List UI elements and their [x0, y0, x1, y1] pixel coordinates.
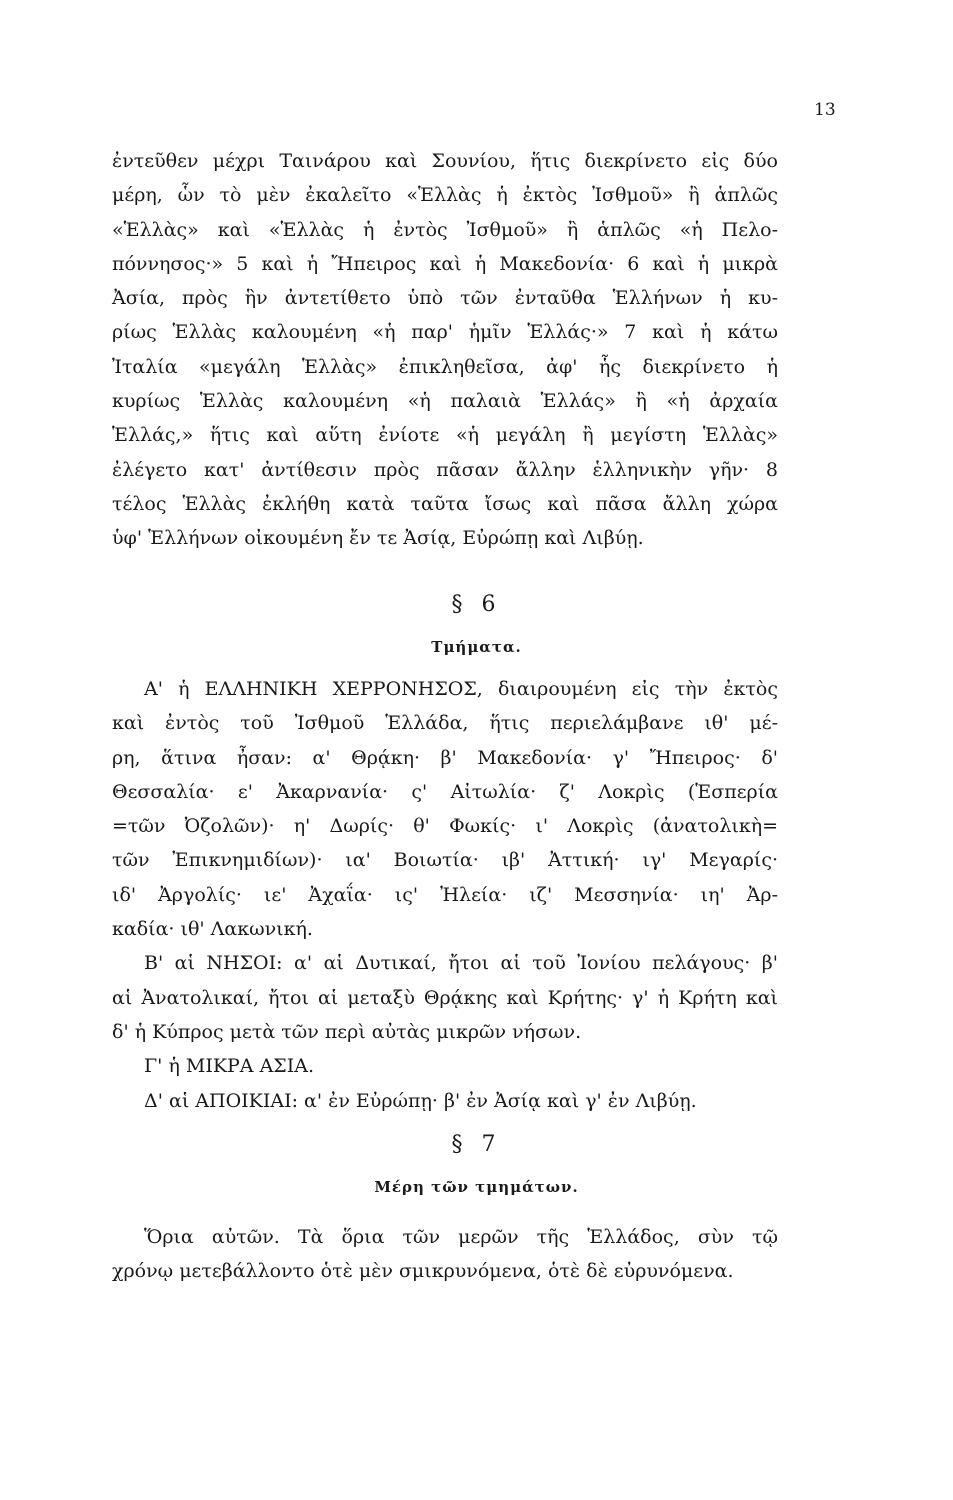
- text-line: κυρίως Ἑλλὰς καλουμένη «ἡ παλαιὰ Ἑλλάς» ἢ «ἡ ἀρχαία: [112, 390, 778, 413]
- text-line: Ὅρια αὐτῶν. Τὰ ὅρια τῶν μερῶν τῆς Ἑλλάδος, σὺν τῷ: [144, 1226, 778, 1248]
- text-line: Ἀσία, πρὸς ἣν ἀντετίθετο ὑπὸ τῶν ἐνταῦθα Ἑλλήνων ἡ κυ-: [112, 287, 778, 310]
- text-line: ρίως Ἑλλὰς καλουμένη «ἡ παρ' ἡμῖν Ἑλλάς·» 7 καὶ ἡ κάτω: [112, 321, 778, 344]
- text-line: =τῶν Ὀζολῶν)· η' Δωρίς· θ' Φωκίς· ι' Λοκρὶς (ἀνατολικὴ=: [112, 815, 778, 838]
- text-line: ὑφ' Ἑλλήνων οἰκουμένη ἔν τε Ἀσίᾳ, Εὐρώπῃ καὶ Λιβύῃ.: [112, 527, 644, 550]
- text-line: Β' αἱ ΝΗΣΟΙ: α' αἱ Δυτικαί, ἤτοι αἱ τοῦ Ἰονίου πελάγους· β': [144, 952, 778, 975]
- text-line: Γ' ἡ ΜΙΚΡΑ ΑΣΙΑ.: [144, 1055, 314, 1078]
- section-6-title: Τμήματα.: [431, 638, 522, 656]
- text-line: «Ἑλλὰς» καὶ «Ἑλλὰς ἡ ἐντὸς Ἰσθμοῦ» ἢ ἁπλῶς «ἡ Πελο-: [112, 218, 778, 241]
- text-line: Ἑλλάς,» ἥτις καὶ αὕτη ἐνίοτε «ἡ μεγάλη ἢ μεγίστη Ἑλλὰς»: [112, 424, 778, 447]
- text-line: καὶ ἐντὸς τοῦ Ἰσθμοῦ Ἑλλάδα, ἥτις περιελάμβανε ιθ' μέ-: [112, 712, 778, 735]
- text-line: Α' ἡ ΕΛΛΗΝΙΚΗ ΧΕΡΡΟΝΗΣΟΣ, διαιρουμένη εἰς τὴν ἐκτὸς: [144, 678, 778, 700]
- text-line: ἐντεῦθεν μέχρι Ταινάρου καὶ Σουνίου, ἥτις διεκρίνετο εἰς δύο: [112, 150, 778, 172]
- section-7-title: Μέρη τῶν τμημάτων.: [374, 1178, 579, 1196]
- text-line: τῶν Ἐπικνημιδίων)· ια' Βοιωτία· ιβ' Ἀττική· ιγ' Μεγαρίς·: [112, 849, 778, 872]
- text-line: τέλος Ἑλλὰς ἐκλήθη κατὰ ταῦτα ἴσως καὶ πᾶσα ἄλλη χώρα: [112, 492, 778, 515]
- paragraph-3: [112, 1220, 778, 1289]
- text-line: καδία· ιθ' Λακωνική.: [112, 918, 313, 941]
- text-line: μέρη, ὧν τὸ μὲν ἐκαλεῖτο «Ἑλλὰς ἡ ἐκτὸς Ἰσθμοῦ» ἢ ἁπλῶς: [112, 184, 778, 207]
- section-6-mark: § 6: [451, 592, 502, 617]
- paragraph-2: [112, 672, 778, 1118]
- section-7-mark: § 7: [451, 1132, 502, 1157]
- text-line: ιδ' Ἀργολίς· ιε' Ἀχαΐα· ις' Ἠλεία· ιζ' Μεσσηνία· ιη' Ἀρ-: [112, 883, 778, 906]
- text-line: αἱ Ἀνατολικαί, ἤτοι αἱ μεταξὺ Θρᾴκης καὶ Κρήτης· γ' ἡ Κρήτη καὶ: [112, 986, 778, 1009]
- text-line: δ' ἡ Κύπρος μετὰ τῶν περὶ αὐτὰς μικρῶν νήσων.: [112, 1020, 582, 1043]
- text-line: Θεσσαλία· ε' Ἀκαρνανία· ς' Αἰτωλία· ζ' Λοκρὶς (Ἑσπερία: [112, 780, 778, 803]
- text-line: Ἰταλία «μεγάλη Ἑλλὰς» ἐπικληθεῖσα, ἀφ' ἧς διεκρίνετο ἡ: [112, 355, 778, 378]
- text-line: ἐλέγετο κατ' ἀντίθεσιν πρὸς πᾶσαν ἄλλην ἑλληνικὴν γῆν· 8: [112, 458, 778, 481]
- text-line: πόννησος·» 5 καὶ ἡ Ἤπειρος καὶ ἡ Μακεδονία· 6 καὶ ἡ μικρὰ: [112, 252, 778, 275]
- page-number: 13: [814, 100, 836, 120]
- text-line: Δ' αἱ ΑΠΟΙΚΙΑΙ: α' ἐν Εὐρώπῃ· β' ἐν Ἀσίᾳ καὶ γ' ἐν Λιβύῃ.: [144, 1089, 697, 1112]
- paragraph-1: [112, 144, 778, 556]
- text-line: χρόνῳ μετεβάλλοντο ὁτὲ μὲν σμικρυνόμενα, ὁτὲ δὲ εὐρυνόμενα.: [112, 1260, 734, 1283]
- text-line: ρη, ἅτινα ἦσαν: α' Θρᾴκη· β' Μακεδονία· γ' Ἤπειρος· δ': [112, 746, 778, 769]
